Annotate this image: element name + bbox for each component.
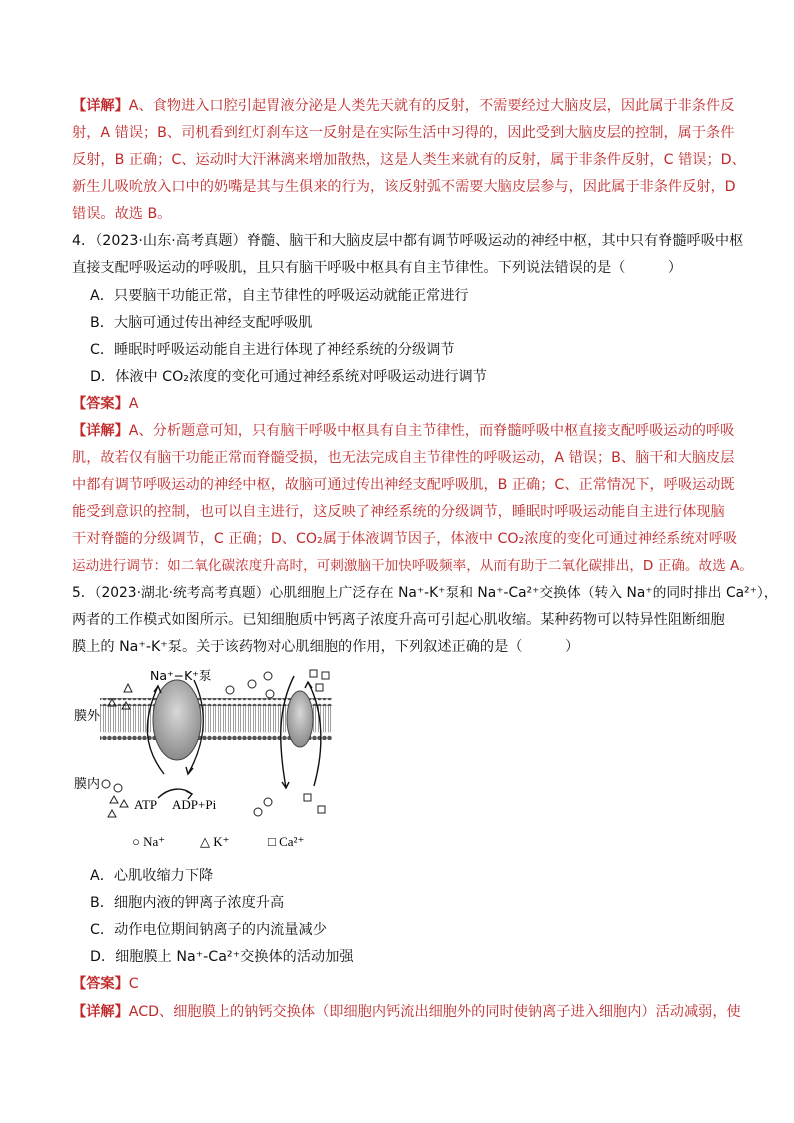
label-adp: ADP+Pi: [172, 797, 217, 812]
q5-option-b: B．细胞内液的钾离子浓度升高: [90, 895, 285, 911]
q4-detail-line-3: 中都有调节呼吸运动的神经中枢，故脑可通过传出神经支配呼吸肌，B 正确；C、正常情况下，呼吸运动既: [72, 477, 735, 493]
detail-line-1: 【详解】A、食物进入口腔引起胃液分泌是人类先天就有的反射，不需要经过大脑皮层，因此属于非条件反: [72, 98, 735, 114]
q4-detail-line-5: 干对脊髓的分级调节，C 正确；D、CO₂属于体液调节因子，体液中 CO₂浓度的变化可通过神经系统对呼吸: [72, 531, 738, 547]
q5-option-a: A．心肌收缩力下降: [90, 868, 214, 884]
q4-option-b: B．大脑可通过传出神经支配呼吸肌: [90, 315, 313, 331]
q4-answer: 【答案】A: [72, 396, 139, 412]
q4-stem-line-1: 4．（2023·山东·高考真题）脊髓、脑干和大脑皮层中都有调节呼吸运动的神经中枢，其中只有脊髓呼吸中枢: [72, 233, 744, 249]
q4-option-a: A．只要脑干功能正常，自主节律性的呼吸运动就能正常进行: [90, 288, 469, 304]
legend-k: △ K⁺: [200, 834, 230, 849]
label-inside: 膜内: [74, 777, 101, 792]
q4-stem-line-2: 直接支配呼吸运动的呼吸肌，且只有脑干呼吸中枢具有自主节律性。下列说法错误的是（ ）: [72, 260, 683, 276]
q4-option-d: D．体液中 CO₂浓度的变化可通过神经系统对呼吸运动进行调节: [90, 369, 487, 385]
na-ca-exchanger: [287, 691, 313, 747]
detail-line-3: 反射，B 正确；C、运动时大汗淋漓来增加散热，这是人类生来就有的反射，属于非条件反射，C 错误；D、: [72, 152, 746, 168]
q4-detail-line-2: 肌，故若仅有脑干功能正常而脊髓受损，也无法完成自主节律性的呼吸运动，A 错误；B、脑干和大脑皮层: [72, 450, 735, 466]
q4-detail-line-4: 能受到意识的控制，也可以自主进行，这反映了神经系统的分级调节，睡眠时呼吸运动能自主进行体现脑: [72, 504, 725, 520]
q4-detail-line-6: 运动进行调节：如二氧化碳浓度升高时，可刺激脑干加快呼吸频率，从而有助于二氧化碳排出，D 正确。故选 A。: [72, 558, 753, 574]
label-atp: ATP: [134, 797, 158, 812]
q5-answer: 【答案】C: [72, 976, 139, 992]
legend-ca: □ Ca²⁺: [268, 834, 305, 849]
q4-option-c: C．睡眠时呼吸运动能自主进行体现了神经系统的分级调节: [90, 342, 455, 358]
label-pump: Na⁺−K⁺泵: [150, 668, 212, 683]
q5-option-c: C．动作电位期间钠离子的内流量减少: [90, 922, 327, 938]
q5-stem-line-2: 两者的工作模式如图所示。已知细胞质中钙离子浓度升高可引起心肌收缩。某种药物可以特异性阻断细胞: [72, 612, 725, 628]
q5-stem-line-3: 膜上的 Na⁺-K⁺泵。关于该药物对心肌细胞的作用，下列叙述正确的是（ ）: [72, 639, 580, 655]
detail-line-4: 新生儿吸吮放入口中的奶嘴是其与生俱来的行为，该反射弧不需要大脑皮层参与，因此属于非条件反射，D: [72, 179, 736, 195]
q5-detail-line-1: 【详解】ACD、细胞膜上的钠钙交换体（即细胞内钙流出细胞外的同时使钠离子进入细胞内）活动减弱，使: [72, 1004, 741, 1020]
figure-legend: [132, 834, 304, 849]
label-outside: 膜外: [74, 709, 101, 724]
q5-stem-line-1: 5．（2023·湖北·统考高考真题）心肌细胞上广泛存在 Na⁺-K⁺泵和 Na⁺-Ca²⁺交换体（转入 Na⁺的同时排出 Ca²⁺），: [72, 585, 778, 601]
q4-detail-line-1: 【详解】A、分析题意可知，只有脑干呼吸中枢具有自主节律性，而脊髓呼吸中枢直接支配呼吸运动的呼吸: [72, 423, 735, 439]
q5-option-d: D．细胞膜上 Na⁺-Ca²⁺交换体的活动加强: [90, 949, 354, 965]
membrane-transport-figure: [72, 662, 334, 854]
detail-line-2: 射，A 错误；B、司机看到红灯刹车这一反射是在实际生活中习得的，因此受到大脑皮层的控制，属于条件: [72, 125, 735, 141]
detail-line-5: 错误。故选 B。: [72, 206, 172, 222]
legend-na: ○ Na⁺: [132, 834, 166, 849]
